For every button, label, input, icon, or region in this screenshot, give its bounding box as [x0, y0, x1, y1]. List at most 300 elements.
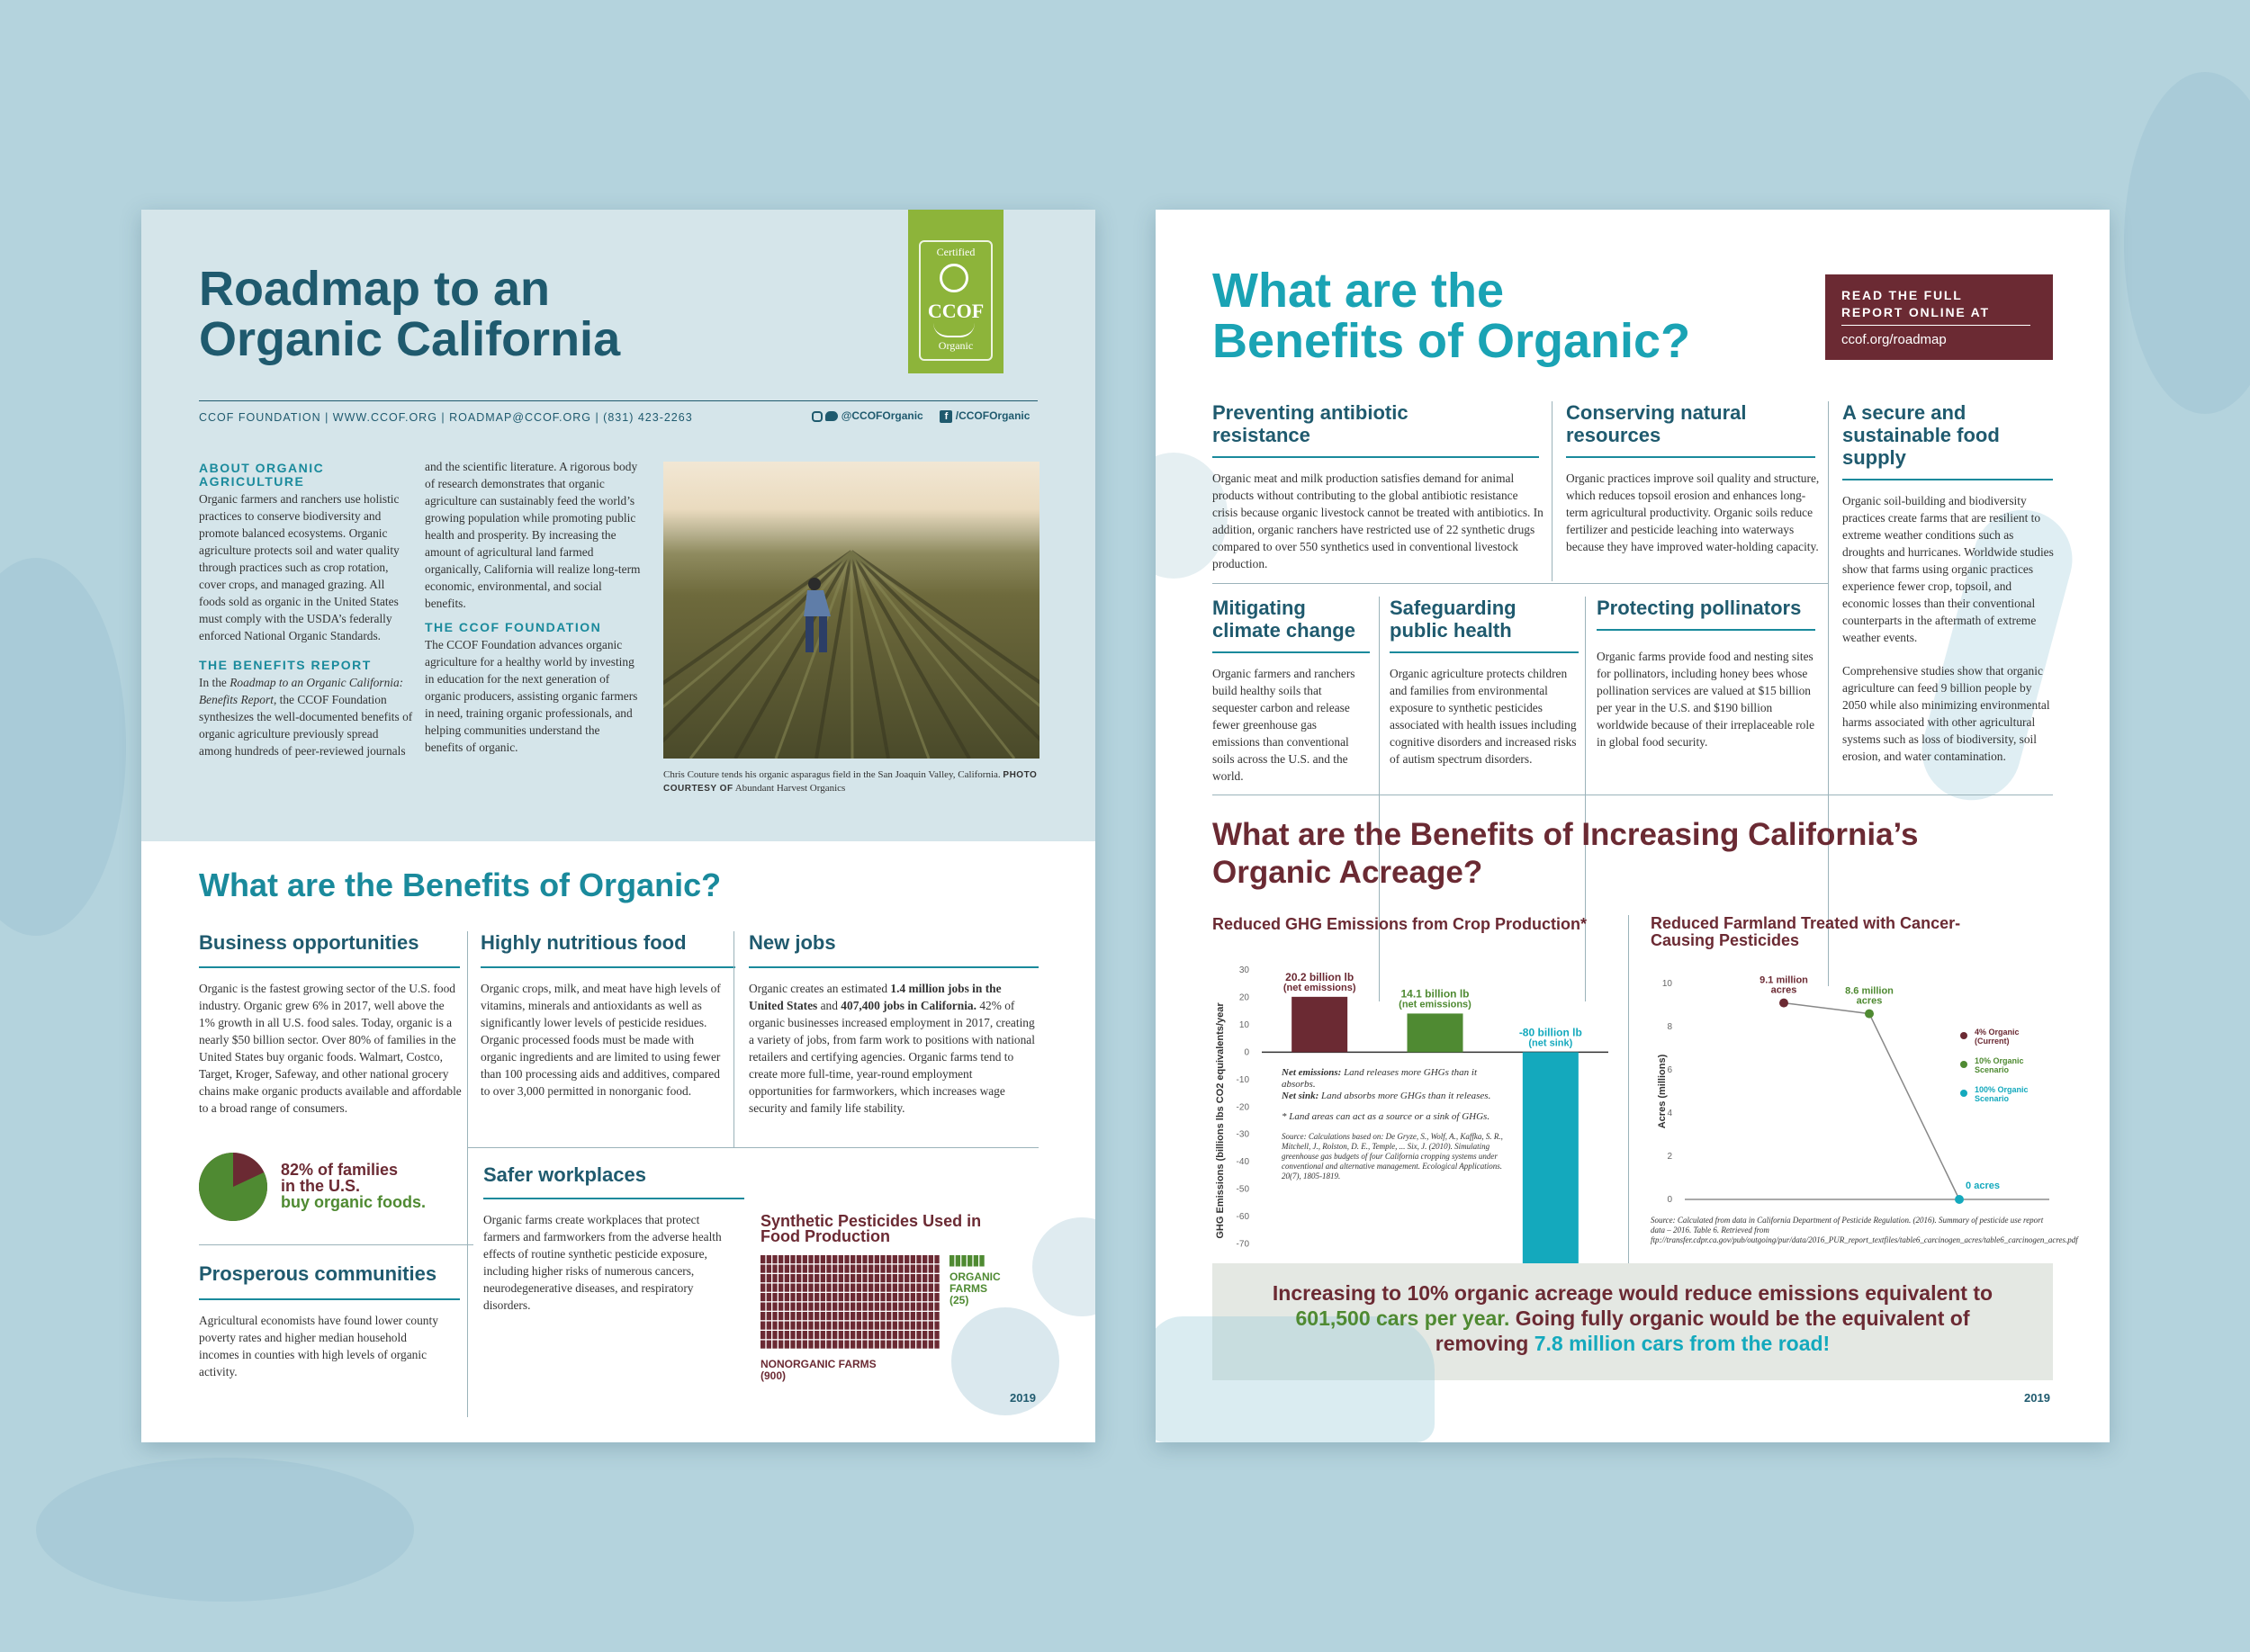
nonorganic-farm-square	[814, 1331, 819, 1339]
nonorganic-farm-square	[785, 1322, 789, 1330]
farmland-series-line	[1784, 1003, 1959, 1199]
nonorganic-farm-square	[790, 1265, 795, 1273]
nonorganic-farm-square	[767, 1293, 771, 1301]
nonorganic-farm-square	[850, 1322, 855, 1330]
nonorganic-farm-square	[886, 1303, 891, 1311]
nonorganic-farm-square	[832, 1331, 837, 1339]
public-health-heading: Safeguarding public health	[1390, 597, 1516, 642]
nonorganic-farm-square	[916, 1293, 921, 1301]
climate-text: Organic farmers and ranchers build healthy soils that sequester carbon and release fewer greenhouse gas emissions than conventional soils across the U.S. and the world.	[1212, 667, 1355, 783]
nonorganic-farm-square	[916, 1322, 921, 1330]
nonorganic-farm-square	[832, 1265, 837, 1273]
nonorganic-farm-square	[803, 1331, 807, 1339]
nonorganic-farm-square	[898, 1322, 903, 1330]
nonorganic-farm-square	[814, 1303, 819, 1311]
nonorganic-farm-square	[893, 1284, 897, 1292]
nonorganic-farms-legend	[760, 1359, 877, 1382]
nonorganic-farm-square	[839, 1322, 843, 1330]
pesticides-chart-title: Synthetic Pesticides Used in Food Production	[760, 1212, 982, 1245]
safer-heading: Safer workplaces	[483, 1163, 646, 1186]
jobs-heading: New jobs	[749, 931, 836, 954]
nonorganic-farm-square	[821, 1284, 825, 1292]
nonorganic-farm-square	[893, 1331, 897, 1339]
ghg-chart-title: Reduced GHG Emissions from Crop Production*	[1212, 915, 1588, 933]
cars-removed-stat: 7.8 million cars from the road!	[1534, 1332, 1831, 1355]
nonorganic-farm-square	[821, 1303, 825, 1311]
nonorganic-farm-square	[862, 1312, 867, 1320]
cars-per-year-stat: 601,500 cars per year.	[1295, 1306, 1510, 1330]
nonorganic-farm-square	[796, 1312, 801, 1320]
nonorganic-farm-square	[808, 1331, 813, 1339]
farmland-source: Source: Calculated from data in California Department of Pesticide Regulation. (2016). Summary of pesticide use report data – 2016. Table 6. Retrieved from ftp://transfer.cdpr.ca.gov/pub/outgoing/pur/data/2016_PUR_report_textfiles/table6_carcinogen_acres/table6_carcinogen_acres.pdf	[1651, 1216, 2078, 1244]
text-run: , the CCOF Foundation synthesizes the well-documented benefits of organic agriculture previously spread among hundreds of peer-reviewed journals	[199, 693, 413, 758]
nonorganic-farm-square	[857, 1293, 861, 1301]
nonorganic-farm-square	[785, 1331, 789, 1339]
nonorganic-farm-square	[904, 1341, 909, 1349]
nonorganic-farm-square	[862, 1341, 867, 1349]
text-run: Organic creates an estimated	[749, 982, 891, 995]
nonorganic-farm-square	[893, 1255, 897, 1263]
jobs-us-stat: 1.4 million jobs in the United States	[749, 982, 1002, 1012]
nonorganic-farm-square	[916, 1255, 921, 1263]
nonorganic-farm-square	[886, 1284, 891, 1292]
nonorganic-farm-square	[875, 1284, 879, 1292]
nonorganic-farm-square	[916, 1303, 921, 1311]
nonorganic-farm-square	[814, 1274, 819, 1282]
nonorganic-farm-square	[904, 1274, 909, 1282]
nonorganic-farm-square	[922, 1255, 927, 1263]
ghg-data-label: (net emissions)	[1399, 999, 1472, 1010]
business-heading: Business opportunities	[199, 931, 419, 954]
nonorganic-farm-square	[772, 1341, 777, 1349]
nonorganic-farm-square	[785, 1341, 789, 1349]
nonorganic-farm-square	[850, 1284, 855, 1292]
nonorganic-farm-square	[850, 1341, 855, 1349]
ghg-data-label: 20.2 billion lb	[1285, 970, 1354, 983]
caption-credit-label: PHOTO COURTESY OF	[663, 770, 1038, 794]
nonorganic-farm-square	[886, 1255, 891, 1263]
page-number: 2019	[2024, 1391, 2050, 1405]
title-line: Organic California	[199, 312, 621, 366]
nonorganic-farm-square	[911, 1303, 915, 1311]
nonorganic-farm-square	[857, 1312, 861, 1320]
field-rows-graphic	[663, 462, 1040, 759]
nonorganic-farm-square	[898, 1284, 903, 1292]
legend-label: (Current)	[1975, 1037, 2010, 1046]
jobs-ca-stat: 407,400 jobs in California.	[841, 999, 976, 1012]
nonorganic-farm-square	[778, 1303, 783, 1311]
background-leaf-shape	[0, 558, 126, 936]
nonorganic-farm-square	[898, 1274, 903, 1282]
nonorganic-farm-square	[826, 1322, 831, 1330]
nonorganic-farm-square	[904, 1331, 909, 1339]
sun-icon	[940, 264, 968, 292]
pollinators-heading: Protecting pollinators	[1597, 597, 1802, 619]
nonorganic-farm-square	[790, 1331, 795, 1339]
nonorganic-farm-square	[808, 1293, 813, 1301]
farmland-line-chart	[1640, 956, 2078, 1244]
nonorganic-farm-square	[839, 1293, 843, 1301]
nonorganic-farm-square	[904, 1322, 909, 1330]
nonorganic-farm-square	[922, 1274, 927, 1282]
ghg-source: Source: Calculations based on: De Gryze, S., Wolf, A., Kaffka, S. R., Mitchell, J., Rolston, D. E., Temple, ... Six, J. (2010). Simulating greenhouse gas budgets of four California cropping systems under conventional and alternative management. Ecological Applications. 20(7), 1805-1819.	[1282, 1132, 1503, 1181]
nonorganic-farm-square	[911, 1255, 915, 1263]
nonorganic-farm-square	[880, 1341, 885, 1349]
nonorganic-farm-square	[886, 1265, 891, 1273]
nonorganic-farm-square	[814, 1322, 819, 1330]
twitter-icon[interactable]	[825, 411, 838, 421]
legend-swatch	[1960, 1061, 1967, 1068]
heading-rule	[1212, 456, 1539, 458]
nonorganic-farm-square	[808, 1255, 813, 1263]
nonorganic-farm-square	[814, 1293, 819, 1301]
nonorganic-farm-square	[862, 1331, 867, 1339]
y-tick-label: -20	[1236, 1102, 1249, 1113]
nonorganic-farm-square	[821, 1322, 825, 1330]
nonorganic-farm-square	[862, 1284, 867, 1292]
nonorganic-farm-square	[898, 1331, 903, 1339]
nonorganic-farm-square	[821, 1331, 825, 1339]
nonorganic-farm-square	[904, 1265, 909, 1273]
nonorganic-farm-square	[790, 1322, 795, 1330]
nonorganic-farm-square	[844, 1331, 849, 1339]
nonorganic-farm-square	[821, 1293, 825, 1301]
nonorganic-farm-square	[826, 1341, 831, 1349]
nonorganic-farm-square	[785, 1284, 789, 1292]
background-leaf-shape	[36, 1458, 414, 1602]
text-run: Going fully organic would be the equivalent of removing	[1435, 1306, 1970, 1355]
note-text: Land releases more GHGs than it absorbs.	[1282, 1067, 1478, 1090]
farm-photo	[663, 462, 1040, 759]
nonorganic-farm-square	[760, 1341, 765, 1349]
report-url-link[interactable]: ccof.org/roadmap	[1841, 332, 1947, 347]
resources-text: Organic practices improve soil quality and structure, which reduces topsoil erosion and enhances long-term agricultural productivity. Organic soils reduce fertilizer and pesticide leaching into waterways because they have improved water-holding capacity.	[1566, 471, 1820, 553]
nonorganic-farm-square	[839, 1265, 843, 1273]
farmland-data-label: acres	[1770, 984, 1797, 996]
resources-heading: Conserving natural resources	[1566, 401, 1747, 446]
nonorganic-farm-square	[826, 1331, 831, 1339]
heading-rule	[1597, 629, 1815, 631]
nonorganic-farm-square	[785, 1265, 789, 1273]
nonorganic-farm-square	[893, 1312, 897, 1320]
title-line: Benefits of Organic?	[1212, 314, 1691, 368]
nonorganic-farm-square	[911, 1274, 915, 1282]
nonorganic-farm-square	[790, 1312, 795, 1320]
nonorganic-farm-square	[880, 1255, 885, 1263]
farmland-chart-title: Reduced Farmland Treated with Cancer-Causing Pesticides	[1651, 914, 1961, 949]
nonorganic-farm-square	[814, 1255, 819, 1263]
nonorganic-farm-square	[821, 1265, 825, 1273]
nonorganic-farm-square	[821, 1341, 825, 1349]
nonorganic-farm-square	[868, 1284, 873, 1292]
caption-credit: Abundant Harvest Organics	[734, 783, 846, 794]
nonorganic-farm-square	[911, 1293, 915, 1301]
nonorganic-farm-square	[922, 1322, 927, 1330]
land-area-note: * Land areas can act as a source or a sink of GHGs.	[1282, 1111, 1490, 1122]
nonorganic-farm-square	[785, 1293, 789, 1301]
nonorganic-farm-square	[778, 1312, 783, 1320]
legend-label: 4% Organic	[1975, 1028, 2020, 1037]
page-title	[1212, 265, 1690, 366]
nonorganic-farm-square	[767, 1255, 771, 1263]
nonorganic-farm-square	[790, 1303, 795, 1311]
nonorganic-farm-square	[904, 1284, 909, 1292]
twitter-handle[interactable]: @CCOFOrganic	[841, 409, 923, 422]
nonorganic-farms-pictograph	[760, 1255, 940, 1354]
nonorganic-farm-square	[767, 1265, 771, 1273]
nonorganic-farm-square	[886, 1322, 891, 1330]
nonorganic-farm-square	[808, 1274, 813, 1282]
foundation-text: The CCOF Foundation advances organic agriculture for a healthy world by investing in education for the next generation of organic producers, assisting organic farmers in need, training organic professionals, and helping communities understand the benefits of organic.	[425, 638, 638, 754]
heading-rule	[1390, 651, 1579, 653]
farmland-data-label: 9.1 million	[1760, 974, 1808, 986]
nonorganic-farm-square	[772, 1265, 777, 1273]
heading-rule	[483, 1198, 744, 1199]
nonorganic-farm-square	[868, 1293, 873, 1301]
note-label: Net sink:	[1282, 1091, 1319, 1101]
banner-text	[1255, 1280, 2011, 1356]
nonorganic-farm-square	[826, 1255, 831, 1263]
nonorganic-farm-square	[868, 1274, 873, 1282]
facebook-handle[interactable]: /CCOFOrganic	[955, 409, 1030, 422]
nonorganic-farm-square	[803, 1255, 807, 1263]
ghg-data-label: (net sink)	[1528, 1037, 1573, 1049]
title-line: What are the	[1212, 264, 1505, 318]
nutritious-text: Organic crops, milk, and meat have high levels of vitamins, minerals and antioxidants as well as significantly lower levels of pesticide residues. Organic processed foods must be made with organic ingredients and are limited to using fewer than 100 processing aids and additives, compared to over 3,000 permitted in nonorganic food.	[481, 982, 721, 1098]
text-run: Increasing to 10% organic acreage would reduce emissions equivalent to	[1272, 1281, 1994, 1305]
nonorganic-farm-square	[839, 1255, 843, 1263]
nonorganic-farm-square	[898, 1293, 903, 1301]
nonorganic-farm-square	[875, 1331, 879, 1339]
nonorganic-farm-square	[880, 1293, 885, 1301]
farmland-data-label: acres	[1856, 995, 1883, 1007]
nonorganic-farm-square	[772, 1255, 777, 1263]
contact-line: CCOF FOUNDATION | WWW.CCOF.ORG | ROADMAP@CCOF.ORG | (831) 423-2263	[199, 411, 693, 424]
y-tick-label: -70	[1236, 1239, 1249, 1250]
nonorganic-farm-square	[790, 1255, 795, 1263]
nonorganic-farm-square	[904, 1303, 909, 1311]
nonorganic-count: (900)	[760, 1369, 787, 1382]
nonorganic-farm-square	[778, 1322, 783, 1330]
nonorganic-farm-square	[790, 1341, 795, 1349]
nonorganic-farm-square	[767, 1284, 771, 1292]
legend-swatch	[1960, 1090, 1967, 1097]
ghg-notes	[1282, 1067, 1507, 1181]
research-text: and the scientific literature. A rigorous body of research demonstrates that organic agriculture can sustainably feed the world’s growing population while promoting public health and prosperity. By increasing the amount of agricultural land farmed organically, California will realize long-term economic, environmental, and social benefits.	[425, 460, 641, 610]
antibiotic-text: Organic meat and milk production satisfies demand for animal products without contributing to the global antibiotic resistance crisis because organic livestock cannot be treated with antibiotics. In addition, organic ranchers have restricted use of 22 synthetic drugs compared to over 550 synthetics used in conventional livestock production.	[1212, 471, 1544, 570]
nonorganic-farm-square	[785, 1255, 789, 1263]
heading-rule	[199, 966, 460, 968]
heading-rule	[199, 1298, 460, 1300]
nonorganic-farm-square	[760, 1303, 765, 1311]
nonorganic-farm-square	[808, 1303, 813, 1311]
families-stat	[281, 1162, 426, 1210]
y-tick-label: -50	[1236, 1184, 1249, 1195]
nonorganic-farm-square	[821, 1312, 825, 1320]
y-tick-label: 2	[1667, 1152, 1672, 1162]
nonorganic-farm-square	[868, 1312, 873, 1320]
y-tick-label: 8	[1667, 1022, 1672, 1032]
divider	[1212, 583, 1828, 584]
report-title: Roadmap to an Organic California: Benefits Report	[199, 676, 404, 706]
nonorganic-farm-square	[862, 1293, 867, 1301]
nonorganic-farm-square	[785, 1312, 789, 1320]
acreage-title-line: What are the Benefits of Increasing California’s	[1212, 817, 1919, 852]
nonorganic-farm-square	[767, 1322, 771, 1330]
nonorganic-farm-square	[803, 1312, 807, 1320]
nonorganic-farm-square	[844, 1303, 849, 1311]
heading-rule	[1842, 479, 2053, 480]
nonorganic-farm-square	[880, 1331, 885, 1339]
y-tick-label: 10	[1238, 1019, 1249, 1030]
nonorganic-farm-square	[778, 1265, 783, 1273]
y-tick-label: -40	[1236, 1157, 1249, 1168]
read-report-callout[interactable]	[1825, 274, 2053, 360]
legend-label: Scenario	[1975, 1065, 2010, 1074]
nonorganic-farm-square	[808, 1265, 813, 1273]
column-divider	[1379, 597, 1380, 1001]
nonorganic-farm-square	[772, 1322, 777, 1330]
net-emissions-note	[1282, 1067, 1507, 1091]
nonorganic-farm-square	[778, 1341, 783, 1349]
nonorganic-farm-square	[868, 1322, 873, 1330]
nonorganic-farm-square	[832, 1284, 837, 1292]
nonorganic-farm-square	[898, 1312, 903, 1320]
nonorganic-farm-square	[868, 1331, 873, 1339]
column-divider	[467, 1147, 468, 1417]
legend-label: Scenario	[1975, 1094, 2010, 1103]
nonorganic-farm-square	[832, 1293, 837, 1301]
column-divider	[1628, 915, 1629, 1293]
y-axis-label: GHG Emissions (billions lbs CO2 equivalents/year	[1215, 1002, 1226, 1239]
nonorganic-farm-square	[796, 1322, 801, 1330]
benefits-title: What are the Benefits of Organic?	[199, 866, 722, 903]
nonorganic-farm-square	[767, 1303, 771, 1311]
nonorganic-farm-square	[814, 1284, 819, 1292]
heading-rule	[481, 966, 735, 968]
nonorganic-farm-square	[850, 1312, 855, 1320]
ghg-bar	[1292, 997, 1347, 1053]
nonorganic-farm-square	[857, 1255, 861, 1263]
nonorganic-farm-square	[844, 1341, 849, 1349]
families-line: in the U.S.	[281, 1177, 361, 1195]
nutritious-heading: Highly nutritious food	[481, 931, 687, 954]
benefits-report-heading: THE BENEFITS REPORT	[199, 658, 372, 672]
nonorganic-farm-square	[922, 1312, 927, 1320]
nonorganic-farm-square	[875, 1265, 879, 1273]
nonorganic-farm-square	[839, 1303, 843, 1311]
nonorganic-farm-square	[911, 1341, 915, 1349]
nonorganic-farm-square	[760, 1322, 765, 1330]
nonorganic-farm-square	[814, 1312, 819, 1320]
instagram-icon[interactable]	[812, 411, 823, 422]
nonorganic-farm-square	[922, 1303, 927, 1311]
nonorganic-farm-square	[778, 1274, 783, 1282]
families-line: buy organic foods.	[281, 1193, 427, 1211]
ccof-logo	[908, 210, 1004, 373]
benefits-report-text	[199, 674, 413, 759]
nonorganic-farm-square	[922, 1341, 927, 1349]
y-tick-label: 0	[1667, 1195, 1672, 1205]
organic-count: (25)	[950, 1294, 969, 1306]
title-line: Roadmap to an	[199, 262, 551, 316]
business-text: Organic is the fastest growing sector of the U.S. food industry. Organic grew 6% in 2017, well above the 1% growth in all U.S. food sales. Today, organic is a nearly $50 billion sector. Over 80% of families in the United States buy organic foods. Walmart, Costco, Target, Kroger, Safeway, and other national grocery chains make organic products available and affordable to a broad range of consumers.	[199, 982, 462, 1115]
facebook-icon[interactable]: f	[940, 410, 952, 423]
nonorganic-farm-square	[916, 1274, 921, 1282]
nonorganic-farm-square	[850, 1303, 855, 1311]
nonorganic-farm-square	[826, 1284, 831, 1292]
nonorganic-farm-square	[880, 1265, 885, 1273]
nonorganic-farm-square	[803, 1274, 807, 1282]
background-leaf-shape	[2124, 72, 2250, 414]
nonorganic-farm-square	[803, 1322, 807, 1330]
y-tick-label: 20	[1238, 992, 1249, 1003]
callout-line: REPORT ONLINE AT	[1841, 305, 1990, 319]
ghg-bar	[1408, 1013, 1463, 1052]
nonorganic-farm-square	[785, 1303, 789, 1311]
nonorganic-farm-square	[916, 1265, 921, 1273]
y-tick-label: 6	[1667, 1065, 1672, 1075]
nonorganic-farm-square	[844, 1255, 849, 1263]
nonorganic-farm-square	[911, 1331, 915, 1339]
nonorganic-farm-square	[904, 1255, 909, 1263]
nonorganic-farm-square	[796, 1293, 801, 1301]
y-tick-label: -60	[1236, 1212, 1249, 1223]
column-divider	[467, 931, 468, 1147]
nonorganic-farm-square	[857, 1331, 861, 1339]
nonorganic-farm-square	[916, 1331, 921, 1339]
nonorganic-farm-square	[862, 1274, 867, 1282]
ghg-bar	[1523, 1052, 1579, 1271]
nonorganic-farm-square	[772, 1303, 777, 1311]
prosperous-text: Agricultural economists have found lower county poverty rates and higher median household incomes in counties with high levels of organic activity.	[199, 1314, 438, 1378]
nonorganic-farm-square	[826, 1303, 831, 1311]
legend-label: 100% Organic	[1975, 1085, 2029, 1094]
logo-brand-text: CCOF	[927, 300, 985, 322]
nonorganic-farm-square	[760, 1284, 765, 1292]
antibiotic-heading: Preventing antibiotic resistance	[1212, 401, 1408, 446]
nonorganic-farm-square	[922, 1265, 927, 1273]
families-line: 82% of families	[281, 1161, 399, 1179]
about-column	[199, 462, 413, 759]
text-run: 42% of organic businesses increased employment in 2017, creating a variety of jobs, from farm work to positions with national retailers and certifying agencies. Organic farms tend to create more full-time, year-round employment opportunities for farmworkers, which increases wage security and family life stability.	[749, 999, 1035, 1115]
nonorganic-farm-square	[803, 1293, 807, 1301]
public-health-text: Organic agriculture protects children and families from environmental exposure to synthetic pesticides associated with health issues including cognitive disorders and increased risks of autism spectrum disorders.	[1390, 667, 1577, 766]
nonorganic-farm-square	[844, 1293, 849, 1301]
nonorganic-farm-square	[772, 1312, 777, 1320]
nonorganic-farm-square	[850, 1331, 855, 1339]
callout-line: READ THE FULL	[1841, 288, 1963, 302]
nonorganic-farm-square	[886, 1341, 891, 1349]
nonorganic-farm-square	[893, 1303, 897, 1311]
nonorganic-farm-square	[832, 1312, 837, 1320]
nonorganic-farm-square	[778, 1293, 783, 1301]
caption-text: Chris Couture tends his organic asparagus field in the San Joaquin Valley, California.	[663, 769, 1001, 780]
nonorganic-farm-square	[796, 1255, 801, 1263]
nonorganic-farm-square	[760, 1312, 765, 1320]
nonorganic-farm-square	[790, 1274, 795, 1282]
divider	[467, 1147, 1039, 1148]
heading-rule	[749, 966, 1039, 968]
logo-organic-text: Organic	[938, 339, 974, 352]
nonorganic-farm-square	[875, 1341, 879, 1349]
farmland-data-label: 0 acres	[1966, 1181, 2000, 1191]
column-divider	[1585, 597, 1586, 1001]
nonorganic-farm-square	[790, 1293, 795, 1301]
nonorganic-farm-square	[844, 1274, 849, 1282]
nonorganic-farm-square	[832, 1322, 837, 1330]
nonorganic-farm-square	[772, 1331, 777, 1339]
